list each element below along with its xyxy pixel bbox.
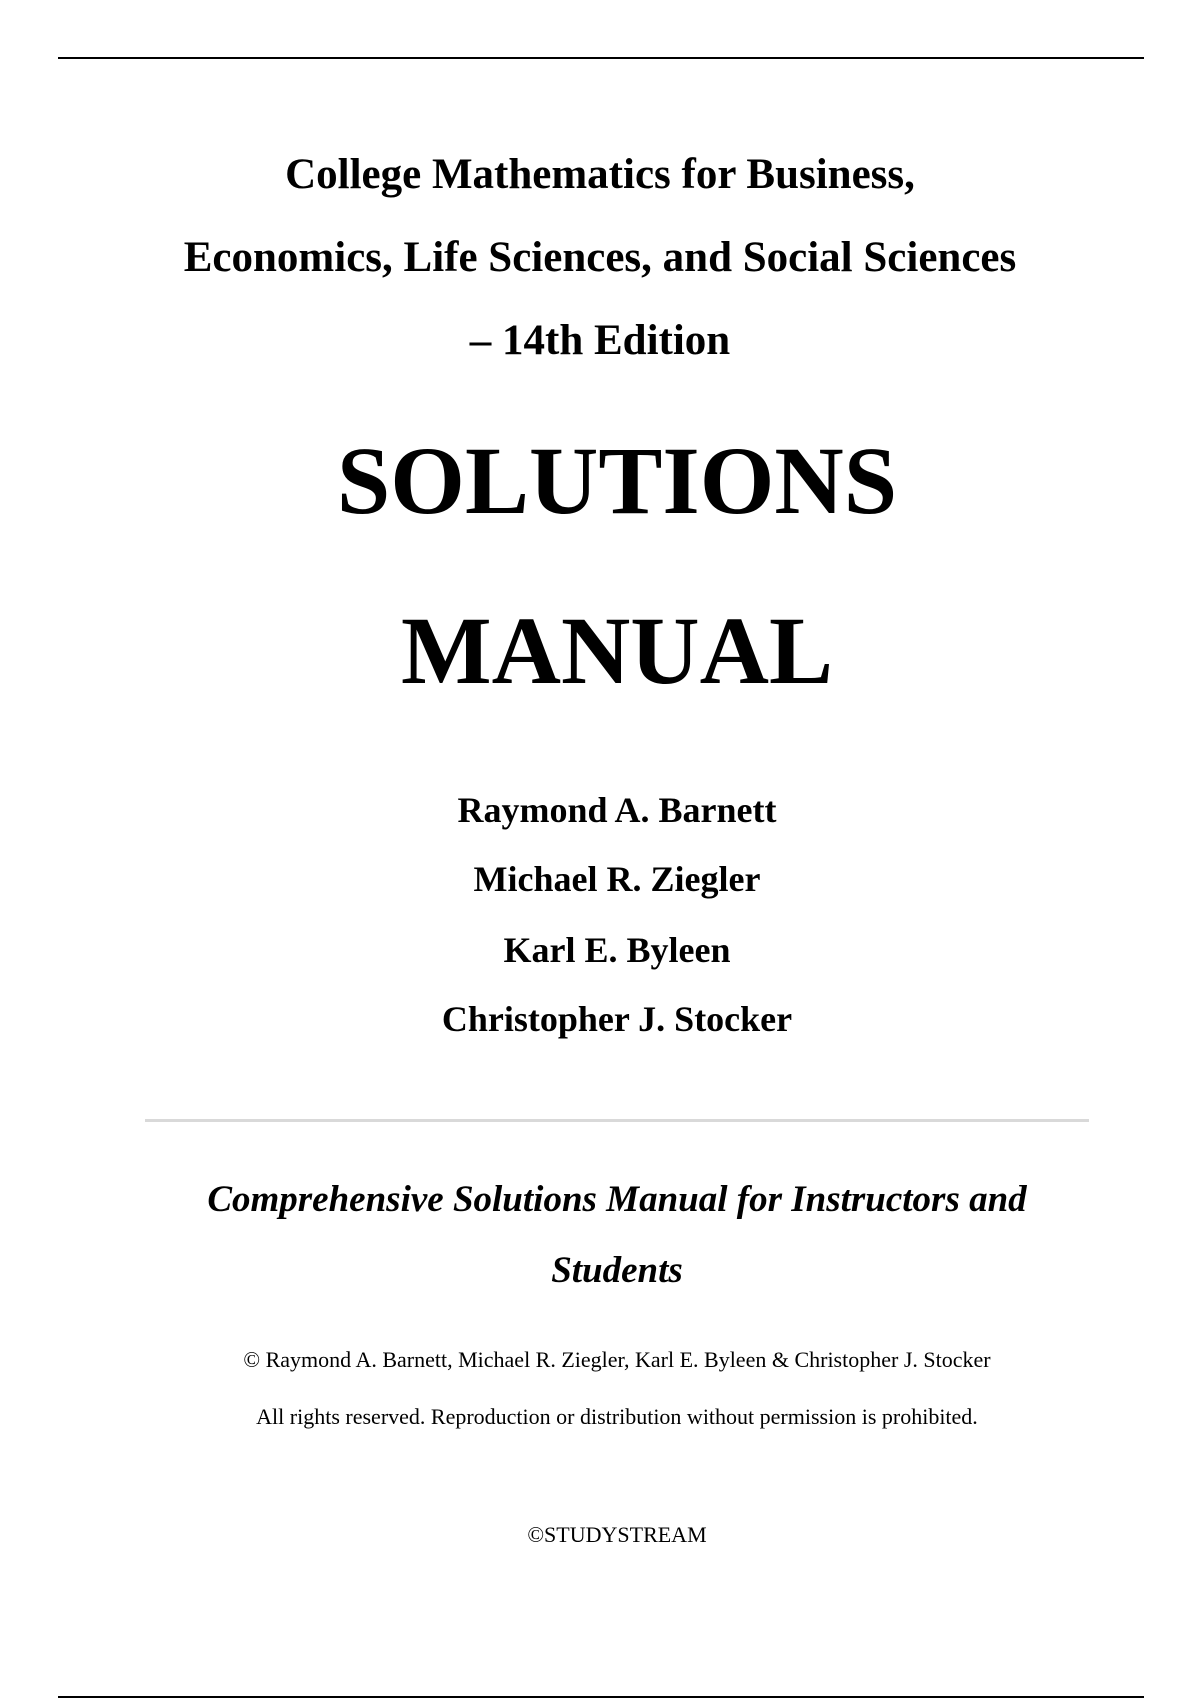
- author-4: Christopher J. Stocker: [441, 999, 793, 1039]
- rights-line: All rights reserved. Reproduction or distribution without permission is prohibited.: [256, 1404, 978, 1429]
- solutions-heading: SOLUTIONS: [336, 427, 898, 534]
- top-rule: [58, 57, 1144, 59]
- studystream-watermark: ©STUDYSTREAM: [527, 1522, 707, 1547]
- author-3: Karl E. Byleen: [503, 930, 731, 970]
- bottom-rule: [58, 1696, 1144, 1698]
- copyright-line: © Raymond A. Barnett, Michael R. Ziegler, Karl E. Byleen & Christopher J. Stocker: [243, 1347, 991, 1372]
- author-1: Raymond A. Barnett: [457, 790, 777, 830]
- section-divider: [145, 1119, 1089, 1122]
- author-2: Michael R. Ziegler: [473, 859, 761, 899]
- book-title-line-3: – 14th Edition: [469, 317, 731, 364]
- book-title-line-1: College Mathematics for Business,: [285, 151, 915, 198]
- manual-heading: MANUAL: [401, 597, 833, 704]
- book-title-line-2: Economics, Life Sciences, and Social Sciences: [183, 234, 1017, 281]
- subtitle-line-1: Comprehensive Solutions Manual for Instructors and: [207, 1179, 1027, 1220]
- subtitle-line-2: Students: [551, 1250, 683, 1291]
